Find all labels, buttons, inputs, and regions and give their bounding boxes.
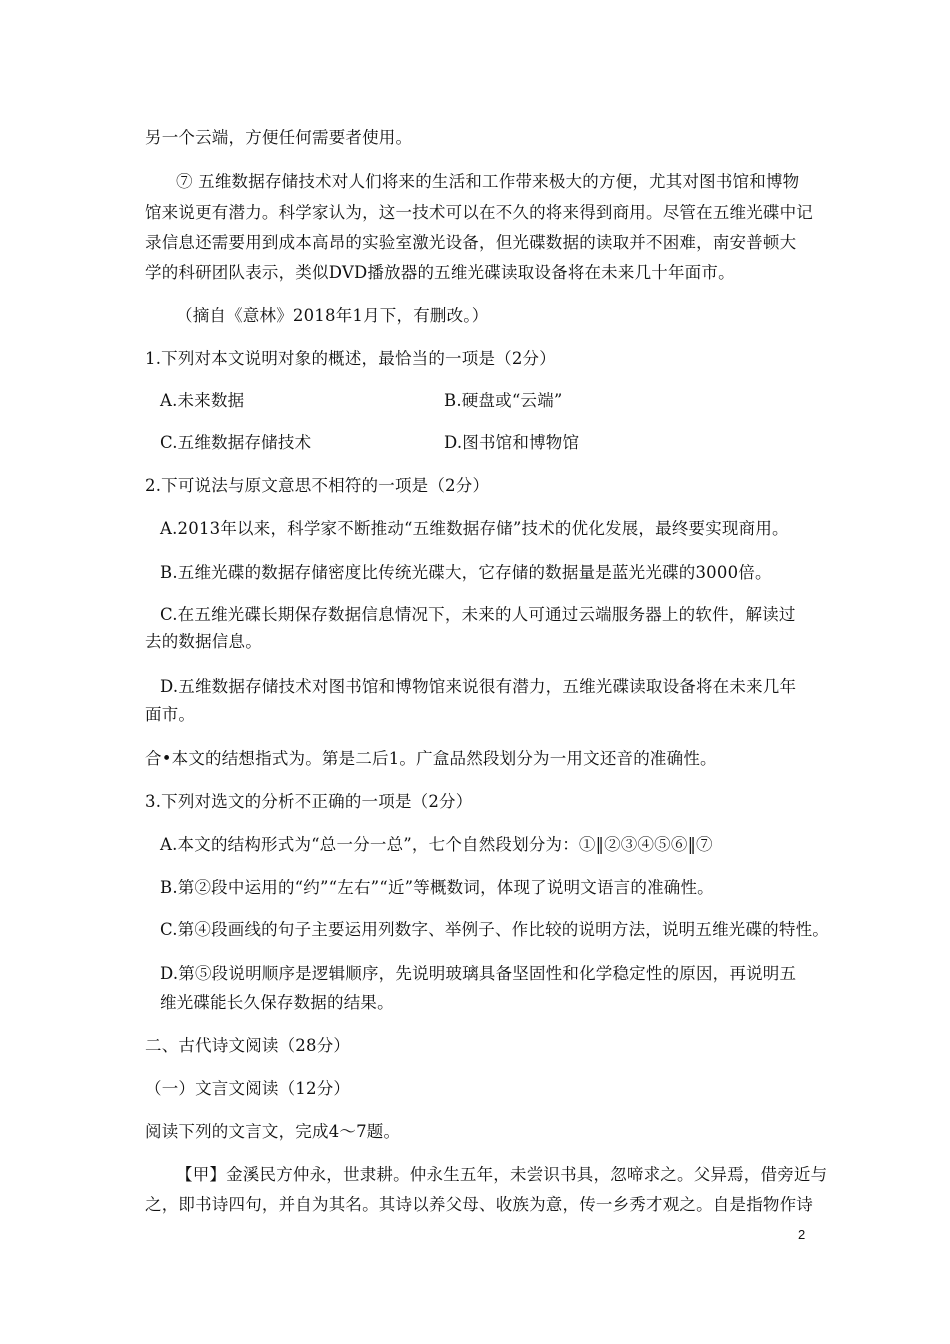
text-line: 学的科研团队表示，类似DVD播放器的五维光碟读取设备将在未来几十年面市。 xyxy=(145,263,735,282)
text-line: 录信息还需要用到成本高昂的实验室激光设备，但光碟数据的读取并不困难，南安普顿大 xyxy=(145,233,797,252)
question-2: 2.下可说法与原文意思不相符的一项是（2分） xyxy=(145,476,490,495)
question-2-option-c: C.在五维光碟长期保存数据信息情况下，未来的人可通过云端服务器上的软件，解读过 xyxy=(160,605,796,624)
question-1-option-d: D.图书馆和博物馆 xyxy=(444,433,580,452)
question-2-option-d: D.五维数据存储技术对图书馆和博物馆来说很有潜力，五维光碟读取设备将在未来几年 xyxy=(160,677,797,696)
question-1-option-c: C.五维数据存储技术 xyxy=(160,433,312,452)
question-2-option-b: B.五维光碟的数据存储密度比传统光碟大，它存储的数据量是蓝光光碟的3000倍。 xyxy=(160,563,772,582)
source-citation: （摘自《意林》2018年1月下，有删改。） xyxy=(176,306,489,325)
question-1-option-a: A.未来数据 xyxy=(160,391,245,410)
question-1-option-b: B.硬盘或“云端” xyxy=(444,391,563,410)
question-2-option-a: A.2013年以来，科学家不断推动“五维数据存储”技术的优化发展，最终要实现商用。 xyxy=(160,519,789,538)
subsection-heading: （一）文言文阅读（12分） xyxy=(145,1079,351,1098)
text-line: 馆来说更有潜力。科学家认为，这一技术可以在不久的将来得到商用。尽管在五维光碟中记 xyxy=(145,203,813,222)
question-3-option-d: D.第⑤段说明顺序是逻辑顺序，先说明玻璃具备坚固性和化学稳定性的原因，再说明五 xyxy=(160,964,797,983)
question-3-option-b: B.第②段中运用的“约”“左右”“近”等概数词，体现了说明文语言的准确性。 xyxy=(160,878,714,897)
section-heading: 二、古代诗文阅读（28分） xyxy=(145,1036,351,1055)
question-3-option-a: A.本文的结构形式为“总一分一总”，七个自然段划分为：①‖②③④⑤⑥‖⑦ xyxy=(160,835,713,854)
question-3-option-c: C.第④段画线的句子主要运用列数字、举例子、作比较的说明方法，说明五维光碟的特性。 xyxy=(160,920,829,939)
question-2-option-c-cont: 去的数据信息。 xyxy=(145,632,262,651)
text-line: 另一个云端，方便任何需要者使用。 xyxy=(145,128,413,147)
text-line: 合•本文的结想指式为。第是二后1。广盒品然段划分为一用文还音的准确性。 xyxy=(145,749,717,768)
paragraph-7-line: ⑦ 五维数据存储技术对人们将来的生活和工作带来极大的方便，尤其对图书馆和博物 xyxy=(176,172,800,191)
page-number: 2 xyxy=(798,1227,806,1242)
classical-text-line: 之，即书诗四句，并自为其名。其诗以养父母、收族为意，传一乡秀才观之。自是指物作诗 xyxy=(145,1195,813,1214)
question-3: 3.下列对选文的分析不正确的一项是（2分） xyxy=(145,792,473,811)
classical-text-line: 【甲】金溪民方仲永，世隶耕。仲永生五年，未尝识书具，忽啼求之。父异焉，借旁近与 xyxy=(176,1165,828,1184)
question-2-option-d-cont: 面市。 xyxy=(145,705,196,724)
instruction: 阅读下列的文言文，完成4～7题。 xyxy=(145,1122,401,1141)
question-3-option-d-cont: 维光碟能长久保存数据的结果。 xyxy=(160,993,394,1012)
question-1: 1.下列对本文说明对象的概述，最恰当的一项是（2分） xyxy=(145,349,556,368)
